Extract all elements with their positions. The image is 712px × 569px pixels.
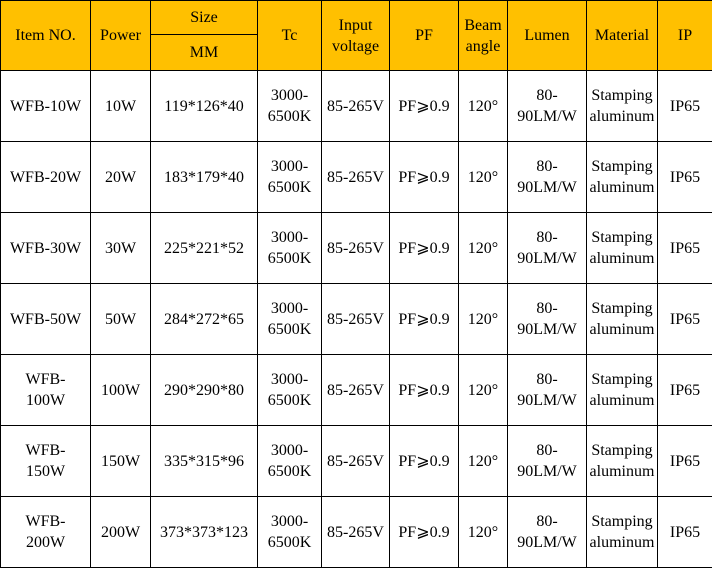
cell-pf bbox=[390, 213, 459, 284]
cell-pf bbox=[390, 426, 459, 497]
beam-angle-value: 120° bbox=[467, 452, 499, 470]
cell-lumen bbox=[508, 71, 587, 142]
cell-input-voltage bbox=[322, 426, 390, 497]
voltage-value: 85-265V bbox=[327, 97, 384, 115]
pf-value: PF⩾0.9 bbox=[398, 239, 450, 257]
tc-line1: 3000- bbox=[270, 87, 309, 104]
beam-angle-value: 120° bbox=[467, 239, 499, 257]
ip-value: IP65 bbox=[669, 452, 701, 470]
cell-material bbox=[587, 355, 658, 426]
cell-lumen bbox=[508, 426, 587, 497]
header-power-label: Power bbox=[100, 27, 141, 44]
header-pf-label: PF bbox=[415, 27, 433, 44]
cell-material bbox=[587, 497, 658, 568]
item-no-line2: 150W bbox=[25, 463, 66, 480]
tc-line2: 6500K bbox=[267, 534, 312, 551]
voltage-value: 85-265V bbox=[327, 452, 384, 470]
lumen-line1: 80- bbox=[536, 371, 558, 388]
size-value: 284*272*65 bbox=[164, 310, 244, 328]
pf-value: PF⩾0.9 bbox=[398, 452, 450, 470]
item-no-line1: WFB- bbox=[25, 513, 66, 530]
material-line2: aluminum bbox=[589, 179, 655, 196]
header-beam-angle-line2: angle bbox=[465, 37, 501, 55]
tc-line1: 3000- bbox=[270, 371, 309, 388]
cell-power bbox=[91, 426, 151, 497]
power-value: 20W bbox=[104, 168, 137, 186]
lumen-line1: 80- bbox=[536, 229, 558, 246]
cell-material bbox=[587, 213, 658, 284]
header-size-unit bbox=[151, 35, 258, 71]
size-value: 183*179*40 bbox=[164, 168, 244, 186]
header-tc-label: Tc bbox=[281, 27, 298, 44]
cell-ip bbox=[658, 426, 712, 497]
size-value: 119*126*40 bbox=[164, 97, 244, 115]
material-line2: aluminum bbox=[589, 392, 655, 409]
beam-angle-value: 120° bbox=[467, 523, 499, 541]
cell-ip bbox=[658, 355, 712, 426]
table-row bbox=[1, 497, 712, 568]
cell-item-no bbox=[1, 355, 91, 426]
header-tc bbox=[258, 1, 322, 71]
ip-value: IP65 bbox=[669, 97, 701, 115]
cell-size bbox=[151, 355, 258, 426]
header-item-no-label: Item NO. bbox=[15, 27, 76, 44]
cell-beam-angle bbox=[459, 284, 508, 355]
cell-tc bbox=[258, 142, 322, 213]
pf-value: PF⩾0.9 bbox=[398, 97, 450, 115]
cell-power bbox=[91, 284, 151, 355]
ip-value: IP65 bbox=[669, 310, 701, 328]
material-line1: Stamping bbox=[591, 229, 653, 246]
lumen-line2: 90LM/W bbox=[517, 108, 577, 125]
beam-angle-value: 120° bbox=[467, 310, 499, 328]
header-ip bbox=[658, 1, 712, 71]
lumen-line1: 80- bbox=[536, 300, 558, 317]
cell-lumen bbox=[508, 355, 587, 426]
header-lumen bbox=[508, 1, 587, 71]
cell-tc bbox=[258, 355, 322, 426]
power-value: 50W bbox=[104, 310, 137, 328]
size-value: 225*221*52 bbox=[164, 239, 244, 257]
cell-beam-angle bbox=[459, 426, 508, 497]
cell-ip bbox=[658, 284, 712, 355]
item-no-line2: 100W bbox=[25, 392, 66, 409]
header-beam-angle bbox=[459, 1, 508, 71]
item-no-line2: 200W bbox=[25, 534, 66, 551]
header-material-label: Material bbox=[594, 27, 650, 44]
cell-pf bbox=[390, 142, 459, 213]
cell-material bbox=[587, 142, 658, 213]
power-value: 30W bbox=[104, 239, 137, 257]
header-input-voltage-line1: Input bbox=[338, 16, 373, 34]
cell-tc bbox=[258, 71, 322, 142]
item-no-line1: WFB-20W bbox=[9, 168, 82, 186]
cell-pf bbox=[390, 284, 459, 355]
material-line2: aluminum bbox=[589, 321, 655, 338]
cell-ip bbox=[658, 213, 712, 284]
tc-line1: 3000- bbox=[270, 229, 309, 246]
ip-value: IP65 bbox=[669, 523, 701, 541]
cell-item-no bbox=[1, 426, 91, 497]
lumen-line2: 90LM/W bbox=[517, 250, 577, 267]
cell-beam-angle bbox=[459, 71, 508, 142]
table-row bbox=[1, 355, 712, 426]
cell-lumen bbox=[508, 213, 587, 284]
cell-item-no bbox=[1, 142, 91, 213]
cell-size bbox=[151, 142, 258, 213]
pf-value: PF⩾0.9 bbox=[398, 381, 450, 399]
material-line2: aluminum bbox=[589, 534, 655, 551]
cell-beam-angle bbox=[459, 142, 508, 213]
size-value: 290*290*80 bbox=[164, 381, 244, 399]
table-body bbox=[1, 71, 712, 568]
header-lumen-label: Lumen bbox=[524, 27, 570, 44]
cell-size bbox=[151, 426, 258, 497]
lumen-line1: 80- bbox=[536, 87, 558, 104]
header-size-unit-label: MM bbox=[189, 44, 219, 61]
lumen-line2: 90LM/W bbox=[517, 463, 577, 480]
cell-power bbox=[91, 355, 151, 426]
tc-line1: 3000- bbox=[270, 513, 309, 530]
lumen-line2: 90LM/W bbox=[517, 534, 577, 551]
ip-value: IP65 bbox=[669, 239, 701, 257]
tc-line2: 6500K bbox=[267, 179, 312, 196]
cell-item-no bbox=[1, 213, 91, 284]
power-value: 150W bbox=[100, 452, 141, 470]
size-value: 373*373*123 bbox=[160, 523, 248, 541]
cell-input-voltage bbox=[322, 497, 390, 568]
tc-line2: 6500K bbox=[267, 392, 312, 409]
material-line1: Stamping bbox=[591, 300, 653, 317]
table-row bbox=[1, 284, 712, 355]
cell-input-voltage bbox=[322, 284, 390, 355]
table-row bbox=[1, 71, 712, 142]
material-line1: Stamping bbox=[591, 371, 653, 388]
header-ip-label: IP bbox=[677, 27, 693, 44]
item-no-line1: WFB- bbox=[25, 442, 66, 459]
cell-lumen bbox=[508, 284, 587, 355]
ip-value: IP65 bbox=[669, 381, 701, 399]
cell-size bbox=[151, 497, 258, 568]
cell-item-no bbox=[1, 71, 91, 142]
cell-size bbox=[151, 284, 258, 355]
voltage-value: 85-265V bbox=[327, 310, 384, 328]
item-no-line1: WFB-10W bbox=[9, 97, 82, 115]
cell-tc bbox=[258, 497, 322, 568]
header-item-no bbox=[1, 1, 91, 71]
table-row bbox=[1, 213, 712, 284]
cell-item-no bbox=[1, 497, 91, 568]
cell-input-voltage bbox=[322, 142, 390, 213]
cell-tc bbox=[258, 284, 322, 355]
material-line1: Stamping bbox=[591, 513, 653, 530]
cell-item-no bbox=[1, 284, 91, 355]
cell-pf bbox=[390, 497, 459, 568]
header-input-voltage-line2: voltage bbox=[331, 37, 380, 55]
header-row bbox=[1, 1, 712, 35]
tc-line2: 6500K bbox=[267, 108, 312, 125]
cell-ip bbox=[658, 71, 712, 142]
voltage-value: 85-265V bbox=[327, 239, 384, 257]
item-no-line1: WFB-50W bbox=[9, 310, 82, 328]
pf-value: PF⩾0.9 bbox=[398, 168, 450, 186]
tc-line1: 3000- bbox=[270, 158, 309, 175]
lumen-line2: 90LM/W bbox=[517, 321, 577, 338]
table-row bbox=[1, 426, 712, 497]
cell-size bbox=[151, 71, 258, 142]
header-pf bbox=[390, 1, 459, 71]
item-no-line1: WFB- bbox=[25, 371, 66, 388]
table-row bbox=[1, 142, 712, 213]
size-value: 335*315*96 bbox=[164, 452, 244, 470]
cell-power bbox=[91, 213, 151, 284]
beam-angle-value: 120° bbox=[467, 168, 499, 186]
cell-tc bbox=[258, 426, 322, 497]
power-value: 100W bbox=[100, 381, 141, 399]
header-power bbox=[91, 1, 151, 71]
tc-line2: 6500K bbox=[267, 250, 312, 267]
material-line2: aluminum bbox=[589, 108, 655, 125]
cell-material bbox=[587, 284, 658, 355]
cell-input-voltage bbox=[322, 355, 390, 426]
header-beam-angle-line1: Beam bbox=[464, 16, 502, 34]
cell-tc bbox=[258, 213, 322, 284]
cell-power bbox=[91, 71, 151, 142]
tc-line1: 3000- bbox=[270, 300, 309, 317]
lumen-line1: 80- bbox=[536, 513, 558, 530]
material-line2: aluminum bbox=[589, 463, 655, 480]
cell-ip bbox=[658, 497, 712, 568]
ip-value: IP65 bbox=[669, 168, 701, 186]
lumen-line1: 80- bbox=[536, 442, 558, 459]
power-value: 10W bbox=[104, 97, 137, 115]
cell-beam-angle bbox=[459, 213, 508, 284]
lumen-line2: 90LM/W bbox=[517, 392, 577, 409]
beam-angle-value: 120° bbox=[467, 97, 499, 115]
power-value: 200W bbox=[100, 523, 141, 541]
cell-power bbox=[91, 142, 151, 213]
cell-lumen bbox=[508, 142, 587, 213]
voltage-value: 85-265V bbox=[327, 523, 384, 541]
header-input-voltage bbox=[322, 1, 390, 71]
cell-beam-angle bbox=[459, 355, 508, 426]
pf-value: PF⩾0.9 bbox=[398, 310, 450, 328]
pf-value: PF⩾0.9 bbox=[398, 523, 450, 541]
material-line1: Stamping bbox=[591, 158, 653, 175]
header-size bbox=[151, 1, 258, 35]
material-line2: aluminum bbox=[589, 250, 655, 267]
header-size-label: Size bbox=[190, 9, 218, 26]
tc-line2: 6500K bbox=[267, 321, 312, 338]
lumen-line1: 80- bbox=[536, 158, 558, 175]
item-no-line1: WFB-30W bbox=[9, 239, 82, 257]
material-line1: Stamping bbox=[591, 87, 653, 104]
cell-pf bbox=[390, 71, 459, 142]
cell-pf bbox=[390, 355, 459, 426]
cell-ip bbox=[658, 142, 712, 213]
beam-angle-value: 120° bbox=[467, 381, 499, 399]
cell-input-voltage bbox=[322, 71, 390, 142]
lumen-line2: 90LM/W bbox=[517, 179, 577, 196]
tc-line2: 6500K bbox=[267, 463, 312, 480]
voltage-value: 85-265V bbox=[327, 168, 384, 186]
cell-lumen bbox=[508, 497, 587, 568]
cell-size bbox=[151, 213, 258, 284]
cell-material bbox=[587, 426, 658, 497]
cell-power bbox=[91, 497, 151, 568]
header-material bbox=[587, 1, 658, 71]
tc-line1: 3000- bbox=[270, 442, 309, 459]
cell-material bbox=[587, 71, 658, 142]
voltage-value: 85-265V bbox=[327, 381, 384, 399]
material-line1: Stamping bbox=[591, 442, 653, 459]
cell-beam-angle bbox=[459, 497, 508, 568]
cell-input-voltage bbox=[322, 213, 390, 284]
